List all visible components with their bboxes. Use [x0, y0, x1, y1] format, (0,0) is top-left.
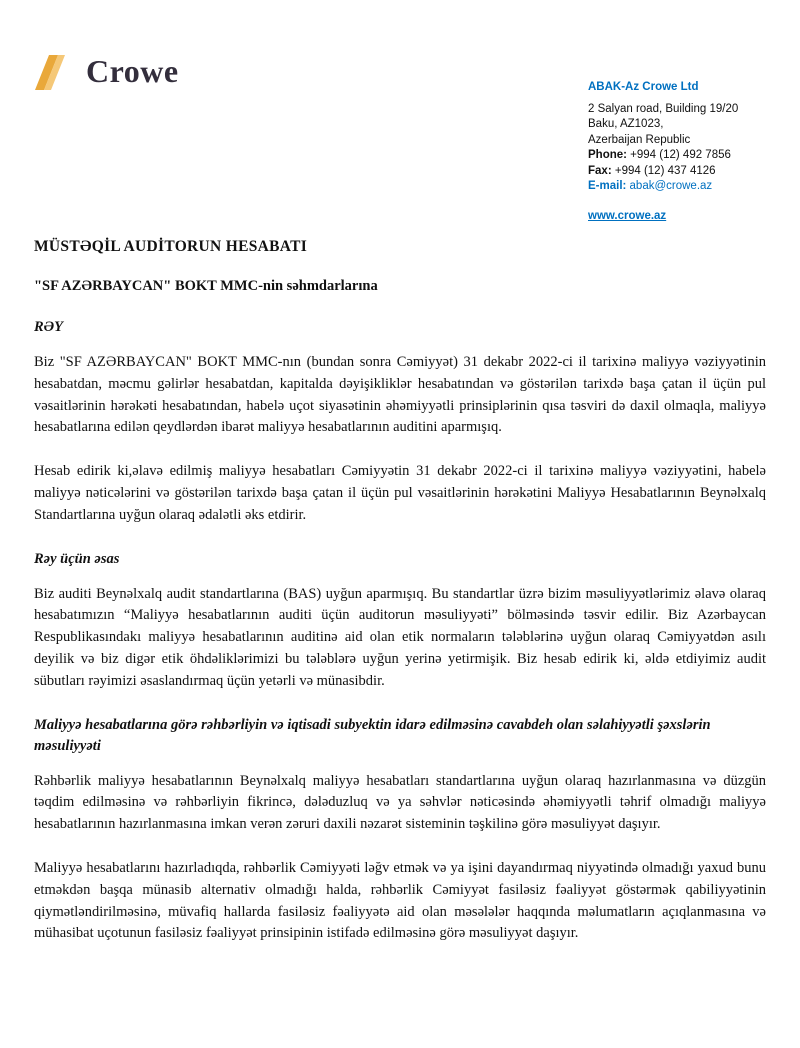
paragraph: Biz auditi Beynəlxalq audit standartlarına (BAS) uyğun aparmışıq. Bu standartlar üzrə bizim məsuliyyətlərimiz əlavə olaraq hesabatımızın “Maliyyə hesabatlarının auditi üçün auditorun məsuliyyəti” bölməsində təsvir edilir. Biz Azərbaycan Respublikasındakı maliyyə hesabatlarının auditinə aid olan etik normaların tələblərinə uyğun olaraq Cəmiyyətdən asılı deyilik və biz digər etik öhdəliklərimizi bu tələblərə uyğun yerinə yetirmişik. Biz hesab edirik ki, əldə etdiyimiz audit sübutları rəyimizi əsaslandırmaq üçün yetərli və münasibdir.	[34, 585, 766, 689]
crowe-wordmark: Crowe	[86, 52, 179, 89]
section-basis-for-opinion	[34, 549, 766, 693]
fax-value: +994 (12) 437 4126	[611, 164, 716, 177]
document-title: MÜSTƏQİL AUDİTORUN HESABATI	[34, 238, 308, 255]
crowe-chevron-icon	[34, 52, 76, 90]
contact-block	[588, 80, 793, 224]
website-link[interactable]: www.crowe.az	[588, 209, 667, 222]
section-management-responsibility	[34, 715, 766, 946]
email-link[interactable]: abak@crowe.az	[626, 180, 713, 192]
phone-value: +994 (12) 492 7856	[626, 149, 731, 161]
paragraph: Maliyyə hesabatlarını hazırladıqda, rəhbərlik Cəmiyyəti ləğv etmək və ya işini dayandırmaq niyyətində olmadığı yaxud bunu etməkdən başqa münasib alternativ olmadığı halda, rəhbərlik Cəmiyyət fasiləsiz fəaliyyət göstərmək qabiliyyətinin qiymətləndirilməsinə, müvafiq hallarda fasiləsiz fəaliyyətə aid olan məsələlər haqqında məlumatların açıqlanmasına və mühasibat uçotunun fasiləsiz fəaliyyət prinsipinin istifadə edilməsinə görə məsuliyyət daşıyır.	[34, 859, 766, 942]
contact-email	[588, 179, 793, 195]
phone-label: Phone:	[588, 149, 627, 161]
contact-fax	[588, 164, 793, 180]
email-label: E-mail:	[588, 180, 627, 192]
section-heading: RƏY	[34, 319, 63, 335]
contact-address-line: Baku, AZ1023,	[588, 118, 664, 130]
contact-address-line: Azerbaijan Republic	[588, 133, 691, 146]
document-addressee: "SF AZƏRBAYCAN" BOKT MMC-nin səhmdarlarına	[34, 278, 378, 294]
section-heading: Rəy üçün əsas	[34, 550, 120, 567]
contact-address-line: 2 Salyan road, Building 19/20	[588, 102, 739, 115]
crowe-logo	[34, 52, 179, 90]
document-body	[34, 238, 766, 967]
contact-company-name: ABAK-Az Crowe Ltd	[588, 81, 699, 93]
contact-phone	[588, 148, 793, 164]
paragraph: Hesab edirik ki,əlavə edilmiş maliyyə hesabatları Cəmiyyətin 31 dekabr 2022-ci il tarixinə maliyyə vəziyyətini, habelə maliyyə nəticələrini və göstərilən tarixdə başa çatan il üçün pul vəsaitlərinin hərəkətini Maliyyə Hesabatlarının Beynəlxalq Standartlarına uyğun olaraq ədalətli əks etdirir.	[34, 463, 766, 523]
section-opinion	[34, 317, 766, 527]
paragraph: Rəhbərlik maliyyə hesabatlarının Beynəlxalq maliyyə hesabatları standartlarına uyğun olaraq hazırlanmasına və düzgün təqdim edilməsinə və rəhbərliyin fikrincə, dələduzluq və ya səhvlər nəticəsində əhəmiyyətli təhrif olmadığı maliyyə hesabatlarının hazırlanmasına imkan verən zəruri daxili nəzarət sisteminin təşkilinə görə məsuliyyət daşıyır.	[34, 772, 766, 833]
section-heading: Maliyyə hesabatlarına görə rəhbərliyin və iqtisadi subyektin idarə edilməsinə cavabdeh olan səlahiyyətli şəxslərin məsuliyyəti	[34, 716, 711, 754]
fax-label: Fax:	[588, 164, 612, 177]
paragraph: Biz "SF AZƏRBAYCAN" BOKT MMC-nın (bundan sonra Cəmiyyət) 31 dekabr 2022-ci il tarixinə maliyyə vəziyyətinin hesabatdan, məcmu gəlirlər hesabatdan, kapitalda dəyişikliklər hesabatından və göstərilən tarixdə başa çatan il üçün pul vəsaitlərinin hərəkəti hesabatından, habelə uçot siyasətinin əhəmiyyətli prinsiplərinin qısa təsviri də daxil olmaqla, maliyyə hesabatlarına edilən qeydlərdən ibarət maliyyə hesabatlarının auditini aparmışıq.	[34, 354, 766, 436]
